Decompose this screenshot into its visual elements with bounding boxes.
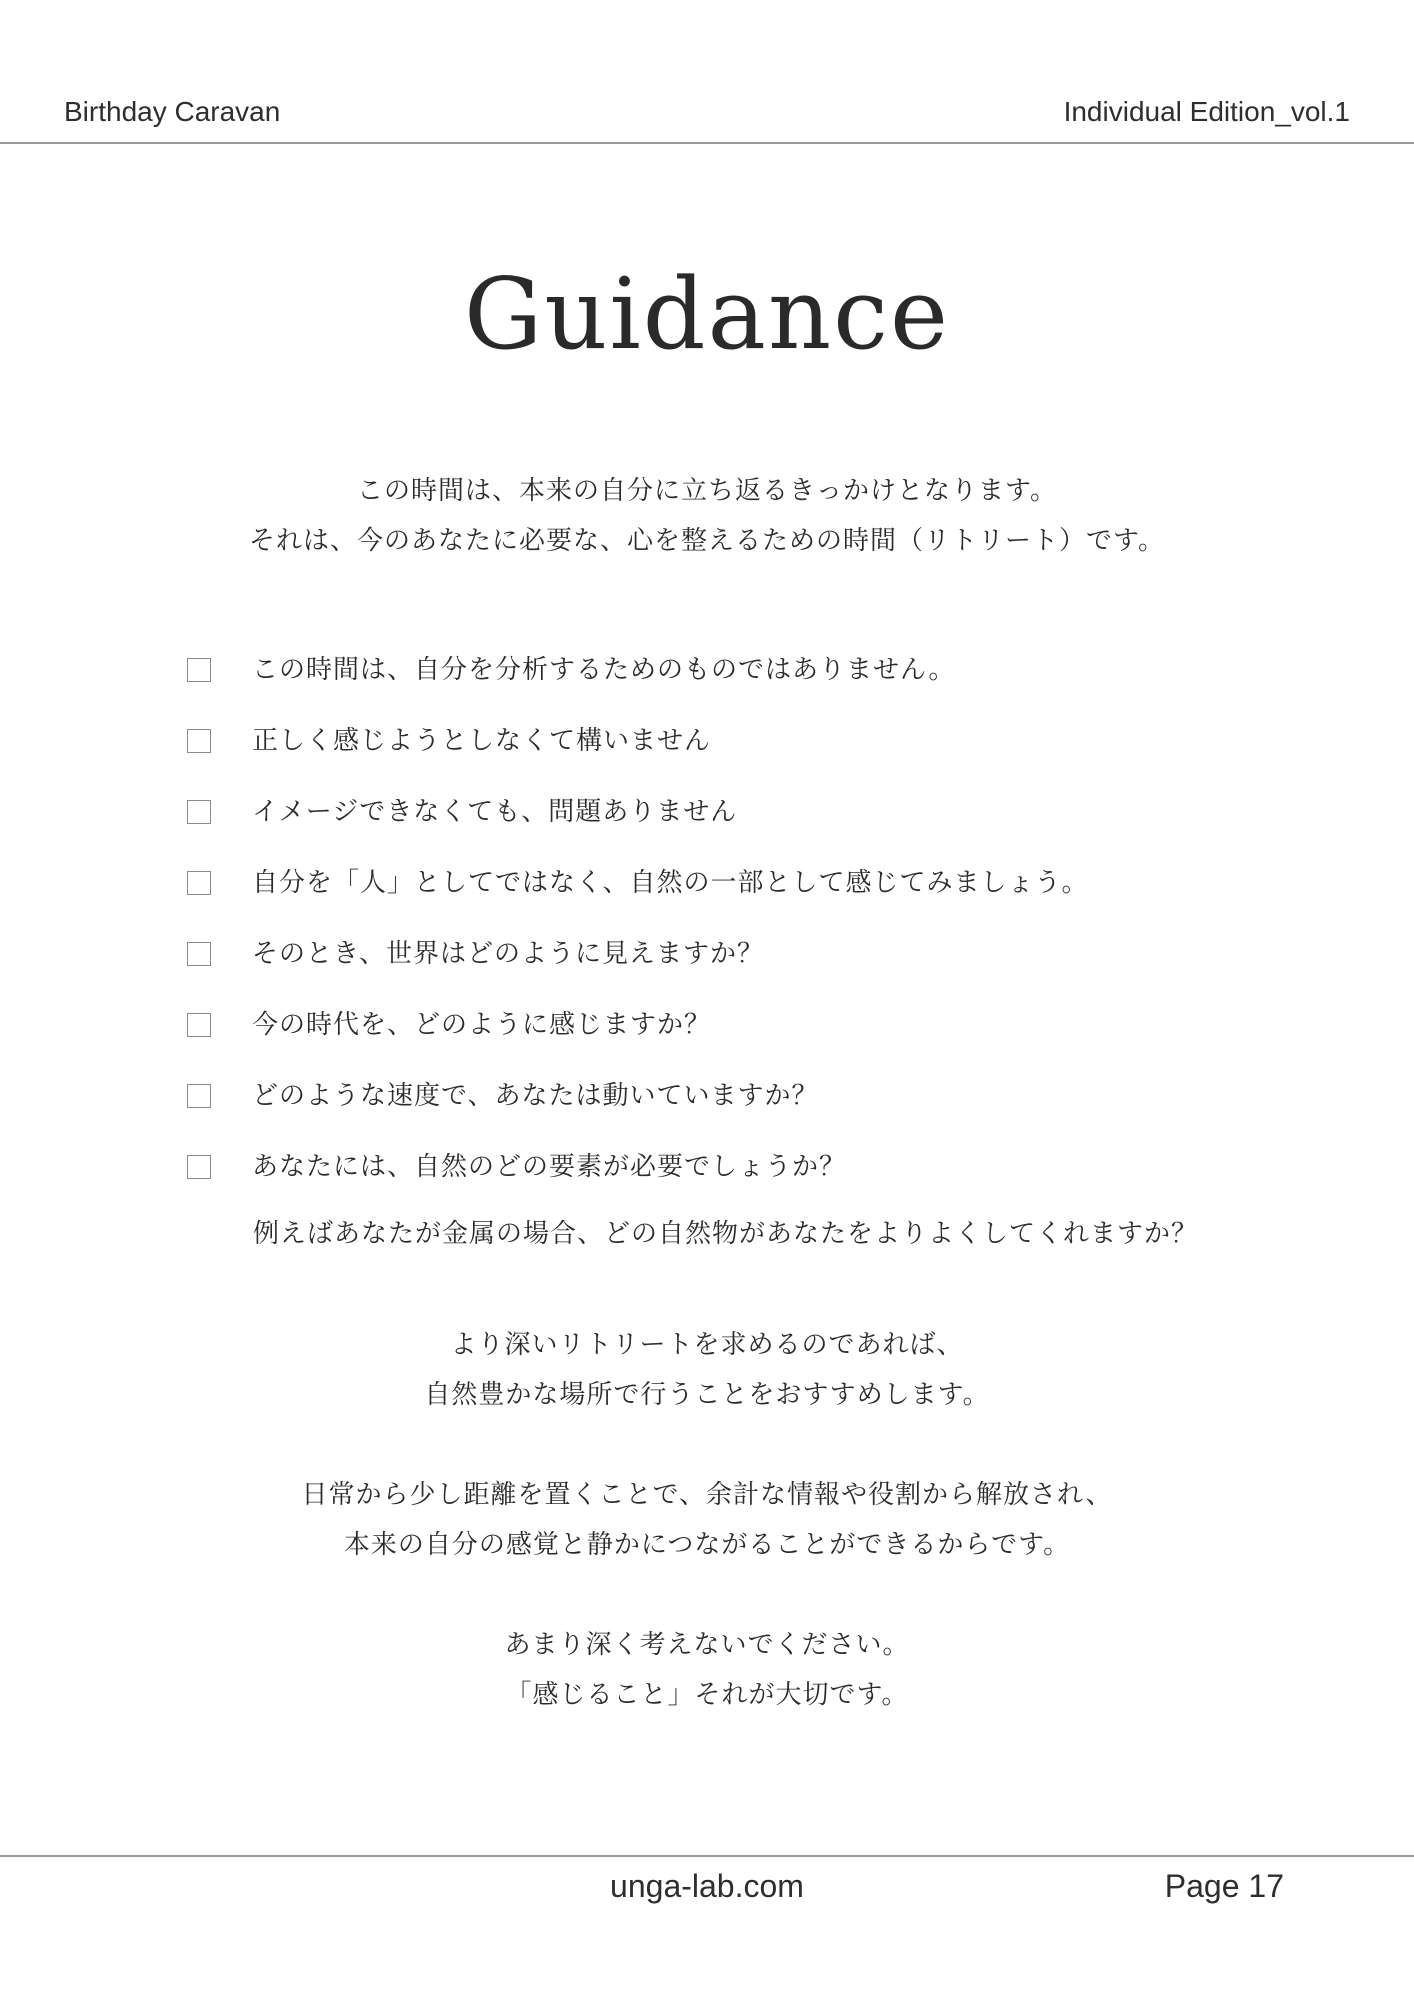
paragraph-line: 本来の自分の感覚と静かにつながることができるからです。 xyxy=(343,1530,1071,1560)
intro-line: それは、今のあなたに必要な、心を整えるための時間（リトリート）です。 xyxy=(249,526,1165,556)
paragraph-line: 「感じること」それが大切です。 xyxy=(505,1680,909,1710)
checkbox[interactable] xyxy=(187,871,211,895)
checkbox[interactable] xyxy=(187,942,211,966)
footer-site-url: unga-lab.com xyxy=(610,1868,804,1904)
paragraph-closing xyxy=(0,1620,1414,1720)
footer-page-number: Page 17 xyxy=(1164,1868,1284,1904)
intro-text xyxy=(0,466,1414,566)
checkbox[interactable] xyxy=(187,1013,211,1037)
paragraph-line: あまり深く考えないでください。 xyxy=(504,1630,910,1660)
checkbox[interactable] xyxy=(187,729,211,753)
paragraph-line: 日常から少し距離を置くことで、余計な情報や役割から解放され、 xyxy=(301,1480,1113,1510)
checklist-item-text: 今の時代を、どのように感じますか？ xyxy=(252,1010,712,1040)
checkbox[interactable] xyxy=(187,1155,211,1179)
checkbox[interactable] xyxy=(187,800,211,824)
guidance-checklist xyxy=(187,648,1287,1216)
paragraph-retreat xyxy=(0,1320,1414,1420)
page-title: Guidance xyxy=(464,258,950,372)
checklist-item xyxy=(187,719,1287,790)
checklist-item xyxy=(187,790,1287,861)
paragraph-line: より深いリトリートを求めるのであれば、 xyxy=(450,1330,964,1360)
checklist-item xyxy=(187,1074,1287,1145)
checklist-item-text: この時間は、自分を分析するためのものではありません。 xyxy=(252,655,956,685)
checkbox[interactable] xyxy=(187,658,211,682)
footer-divider xyxy=(0,1855,1414,1857)
header-left-title: Birthday Caravan xyxy=(64,96,281,127)
checklist-item-text: 自分を「人」としてではなく、自然の一部として感じてみましょう。 xyxy=(252,868,1089,898)
checklist-item-subtext: 例えばあなたが金属の場合、どの自然物があなたをよりよくしてくれますか？ xyxy=(253,1219,1199,1249)
checklist-item-text: あなたには、自然のどの要素が必要でしょうか？ xyxy=(252,1152,847,1182)
checklist-item-text: そのとき、世界はどのように見えますか？ xyxy=(252,939,764,969)
checklist-item xyxy=(187,861,1287,932)
checkbox[interactable] xyxy=(187,1084,211,1108)
header-divider xyxy=(0,142,1414,144)
checklist-item xyxy=(187,932,1287,1003)
checklist-item-text: 正しく感じようとしなくて構いません xyxy=(252,726,712,756)
checklist-item xyxy=(187,1003,1287,1074)
checklist-item-text: イメージできなくても、問題ありません xyxy=(252,797,738,827)
paragraph-line: 自然豊かな場所で行うことをおすすめします。 xyxy=(424,1380,990,1410)
checklist-item xyxy=(187,1145,1287,1216)
checklist-item xyxy=(187,648,1287,719)
header-edition-label: Individual Edition_vol.1 xyxy=(1063,96,1350,127)
checklist-item-text: どのような速度で、あなたは動いていますか？ xyxy=(252,1081,819,1111)
intro-line: この時間は、本来の自分に立ち返るきっかけとなります。 xyxy=(357,476,1057,506)
paragraph-reason xyxy=(0,1470,1414,1570)
